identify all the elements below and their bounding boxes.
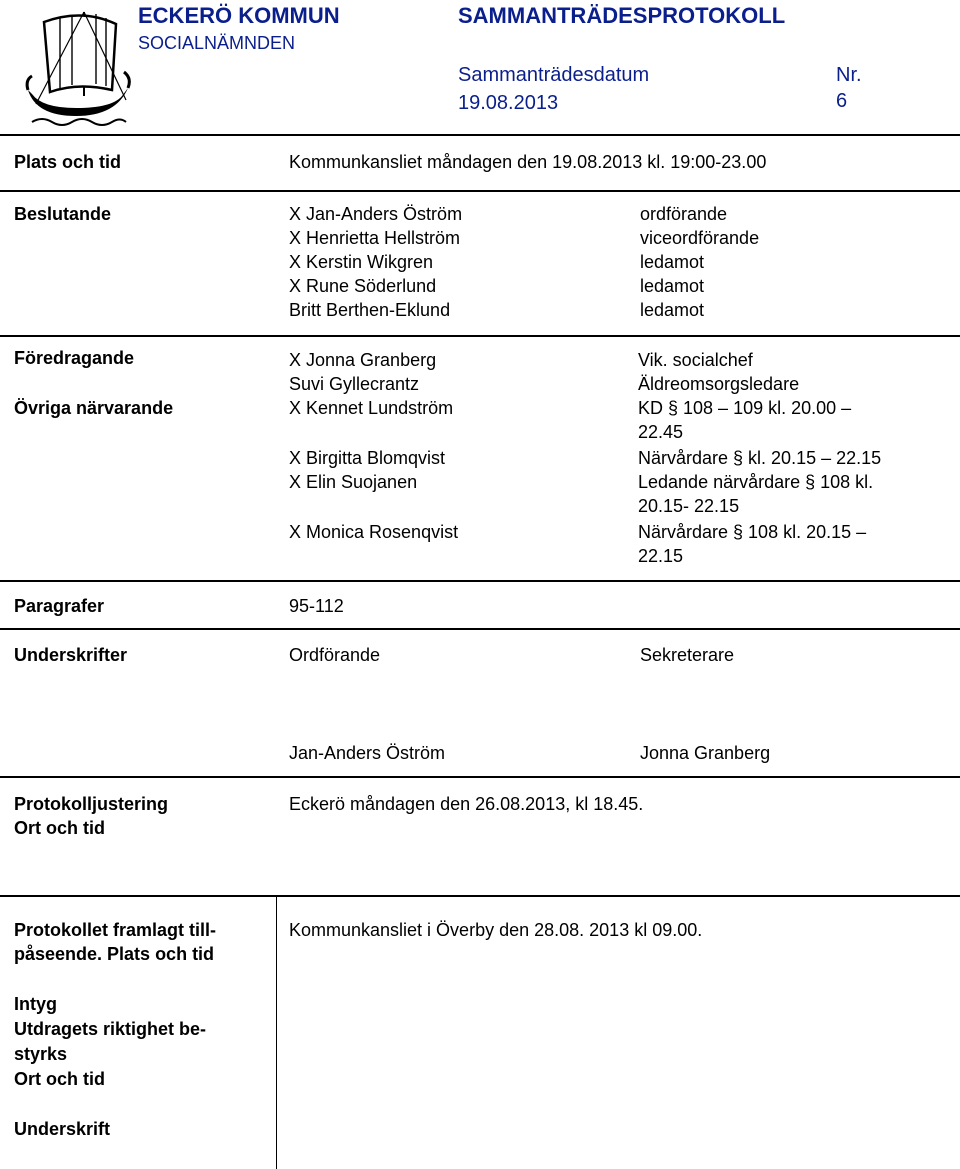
attendee-role: Närvårdare § 108 kl. 20.15 – (638, 522, 867, 542)
secretary-name: Jonna Granberg (640, 743, 771, 763)
secretary-label: Sekreterare (640, 645, 735, 665)
certificate-line: Ort och tid (14, 1069, 105, 1089)
member-role: ledamot (640, 300, 705, 320)
municipality-name: ECKERÖ KOMMUN (138, 3, 340, 28)
rule-before-paragrafer (0, 580, 960, 582)
member-role: ledamot (640, 276, 705, 296)
posted-label: Protokollet framlagt till- (14, 920, 217, 940)
member-role: ordförande (640, 204, 728, 224)
place-time-label: Plats och tid (14, 152, 122, 172)
member-role: viceordförande (640, 228, 760, 248)
attendee-name: X Elin Suojanen (289, 472, 418, 492)
attendee-role: Närvårdare § kl. 20.15 – 22.15 (638, 448, 882, 468)
rule-before-framlagt (0, 895, 960, 897)
posted-label-line2: påseende. Plats och tid (14, 944, 215, 964)
rule-before-underskrifter (0, 628, 960, 630)
presenter-label: Föredragande (14, 348, 135, 368)
member-name: X Kerstin Wikgren (289, 252, 434, 272)
attendee-name: X Birgitta Blomqvist (289, 448, 446, 468)
attendee-name: X Monica Rosenqvist (289, 522, 459, 542)
chair-label: Ordförande (289, 645, 381, 665)
posted-value: Kommunkansliet i Överby den 28.08. 2013 kl 09.00. (289, 920, 703, 940)
member-name: X Rune Söderlund (289, 276, 437, 296)
signature-label: Underskrift (14, 1119, 111, 1139)
rule-top (0, 134, 960, 136)
chair-name: Jan-Anders Öström (289, 743, 446, 763)
adjustment-value: Eckerö måndagen den 26.08.2013, kl 18.45. (289, 794, 644, 814)
attendee-role-cont: 22.45 (638, 422, 684, 442)
meeting-date: 19.08.2013 (458, 92, 559, 114)
meeting-date-label: Sammanträdesdatum (458, 64, 650, 86)
adjustment-label: Protokolljustering (14, 794, 169, 814)
decision-makers-label: Beslutande (14, 204, 112, 224)
document-type: SAMMANTRÄDESPROTOKOLL (458, 3, 786, 28)
attendee-role: KD § 108 – 109 kl. 20.00 – (638, 398, 852, 418)
viking-ship-icon (22, 4, 132, 128)
rule-before-foredragande (0, 335, 960, 337)
attendee-role: Äldreomsorgsledare (638, 374, 800, 394)
rule-before-beslutande (0, 190, 960, 192)
certificate-line: Utdragets riktighet be- (14, 1019, 207, 1039)
logo-viking-ship (22, 4, 132, 128)
place-time-value: Kommunkansliet måndagen den 19.08.2013 kl. 19:00-23.00 (289, 152, 767, 172)
department-name: SOCIALNÄMNDEN (138, 33, 296, 53)
adjustment-label-line2: Ort och tid (14, 818, 105, 838)
presenter-name: X Jonna Granberg (289, 350, 437, 370)
column-divider (276, 896, 277, 1169)
nr-value: 6 (836, 90, 848, 112)
member-name: X Henrietta Hellström (289, 228, 461, 248)
attendee-name: Suvi Gyllecrantz (289, 374, 420, 394)
rule-before-protokolljustering (0, 776, 960, 778)
member-role: ledamot (640, 252, 705, 272)
attendee-role-cont: 20.15- 22.15 (638, 496, 740, 516)
certificate-line: styrks (14, 1044, 68, 1064)
nr-label: Nr. (836, 64, 862, 86)
signatures-label: Underskrifter (14, 645, 128, 665)
certificate-label: Intyg (14, 994, 57, 1014)
presenter-role: Vik. socialchef (638, 350, 753, 370)
member-name: Britt Berthen-Eklund (289, 300, 451, 320)
member-name: X Jan-Anders Öström (289, 204, 463, 224)
attendee-role-cont: 22.15 (638, 546, 684, 566)
paragraphs-label: Paragrafer (14, 596, 105, 616)
paragraphs-value: 95-112 (289, 596, 344, 616)
attendee-role: Ledande närvårdare § 108 kl. (638, 472, 874, 492)
attendee-name: X Kennet Lundström (289, 398, 454, 418)
others-label: Övriga närvarande (14, 398, 174, 418)
